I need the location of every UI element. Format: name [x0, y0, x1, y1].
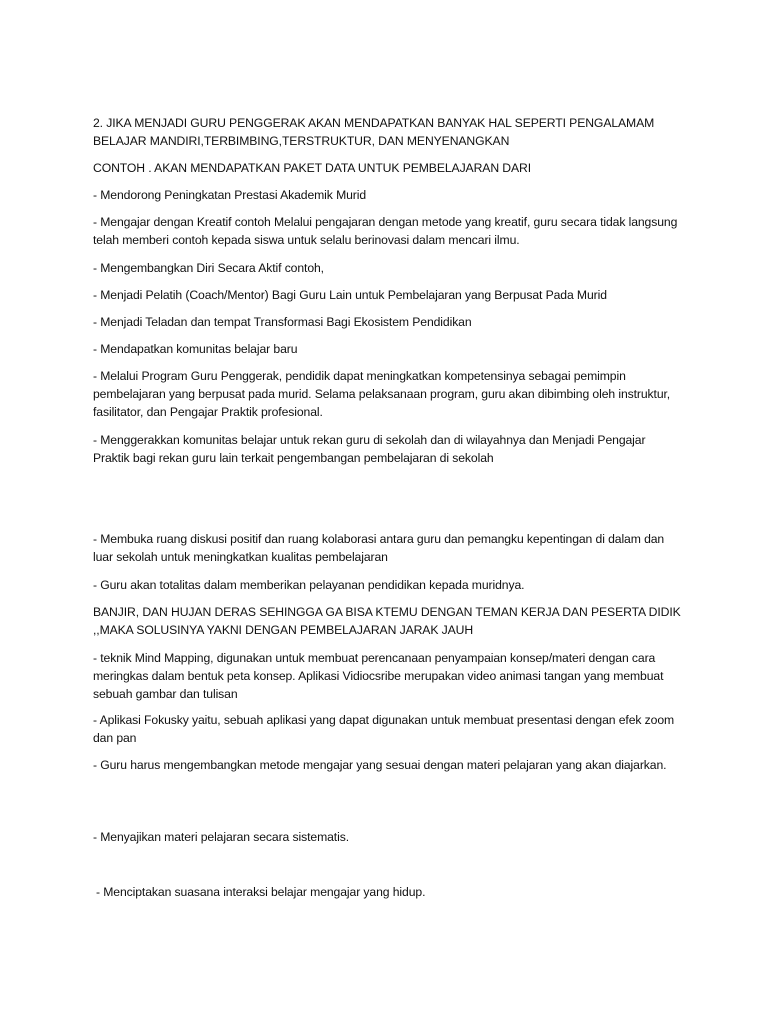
paragraph-contoh-paket-data: CONTOH . AKAN MENDAPATKAN PAKET DATA UNTUK PEMBELAJARAN DARI	[93, 161, 532, 175]
paragraph-menggerakkan-komunitas: - Menggerakkan komunitas belajar untuk rekan guru di sekolah dan di wilayahnya dan Menjadi Pengajar Praktik bagi rekan guru lain terkait pengembangan pembelajaran di sekolah	[93, 433, 646, 465]
paragraph-program-guru-penggerak: - Melalui Program Guru Penggerak, pendidik dapat meningkatkan kompetensinya sebagai pemimpin pembelajaran yang berpusat pada murid. Selama pelaksanaan program, guru akan dibimbing oleh instruktur, fasilitator, dan Pengajar Praktik profesional.	[93, 369, 671, 419]
paragraph-mengembangkan-diri: - Mengembangkan Diri Secara Aktif contoh,	[93, 261, 324, 275]
paragraph-mengajar-kreatif: - Mengajar dengan Kreatif contoh Melalui pengajaran dengan metode yang kreatif, guru secara tidak langsung telah memberi contoh kepada siswa untuk selalu berinovasi dalam mencari ilmu.	[93, 215, 678, 247]
paragraph-menjadi-pelatih: - Menjadi Pelatih (Coach/Mentor) Bagi Guru Lain untuk Pembelajaran yang Berpusat Pada Murid	[93, 288, 607, 302]
paragraph-menjadi-teladan: - Menjadi Teladan dan tempat Transformasi Bagi Ekosistem Pendidikan	[93, 315, 472, 329]
paragraph-heading-guru-penggerak: 2. JIKA MENJADI GURU PENGGERAK AKAN MENDAPATKAN BANYAK HAL SEPERTI PENGALAMAM BELAJAR MANDIRI,TERBIMBING,TERSTRUKTUR, DAN MENYENANGKAN	[93, 116, 655, 148]
paragraph-banjir-hujan: BANJIR, DAN HUJAN DERAS SEHINGGA GA BISA KTEMU DENGAN TEMAN KERJA DAN PESERTA DIDIK ,,MAKA SOLUSINYA YAKNI DENGAN PEMBELAJARAN JARAK JAUH	[93, 605, 681, 637]
paragraph-materi-sistematis: - Menyajikan materi pelajaran secara sistematis.	[93, 830, 349, 844]
paragraph-komunitas-belajar: - Mendapatkan komunitas belajar baru	[93, 342, 298, 356]
paragraph-prestasi-akademik: - Mendorong Peningkatan Prestasi Akademik Murid	[93, 188, 367, 202]
paragraph-aplikasi-fokusky: - Aplikasi Fokusky yaitu, sebuah aplikasi yang dapat digunakan untuk membuat presentasi dengan efek zoom dan pan	[93, 713, 675, 745]
paragraph-metode-mengajar: - Guru harus mengembangkan metode mengajar yang sesuai dengan materi pelajaran yang akan diajarkan.	[93, 758, 667, 772]
paragraph-totalitas-guru: - Guru akan totalitas dalam memberikan pelayanan pendidikan kepada muridnya.	[93, 578, 525, 592]
paragraph-mind-mapping: - teknik Mind Mapping, digunakan untuk membuat perencanaan penyampaian konsep/materi dengan cara meringkas dalam bentuk peta konsep. Aplikasi Vidiocsribe merupakan video animasi tangan yang membuat sebuah gambar dan tulisan	[93, 651, 664, 701]
paragraph-suasana-interaksi: - Menciptakan suasana interaksi belajar mengajar yang hidup.	[96, 885, 426, 899]
paragraph-ruang-diskusi: - Membuka ruang diskusi positif dan ruang kolaborasi antara guru dan pemangku kepentingan di dalam dan luar sekolah untuk meningkatkan kualitas pembelajaran	[93, 532, 665, 564]
